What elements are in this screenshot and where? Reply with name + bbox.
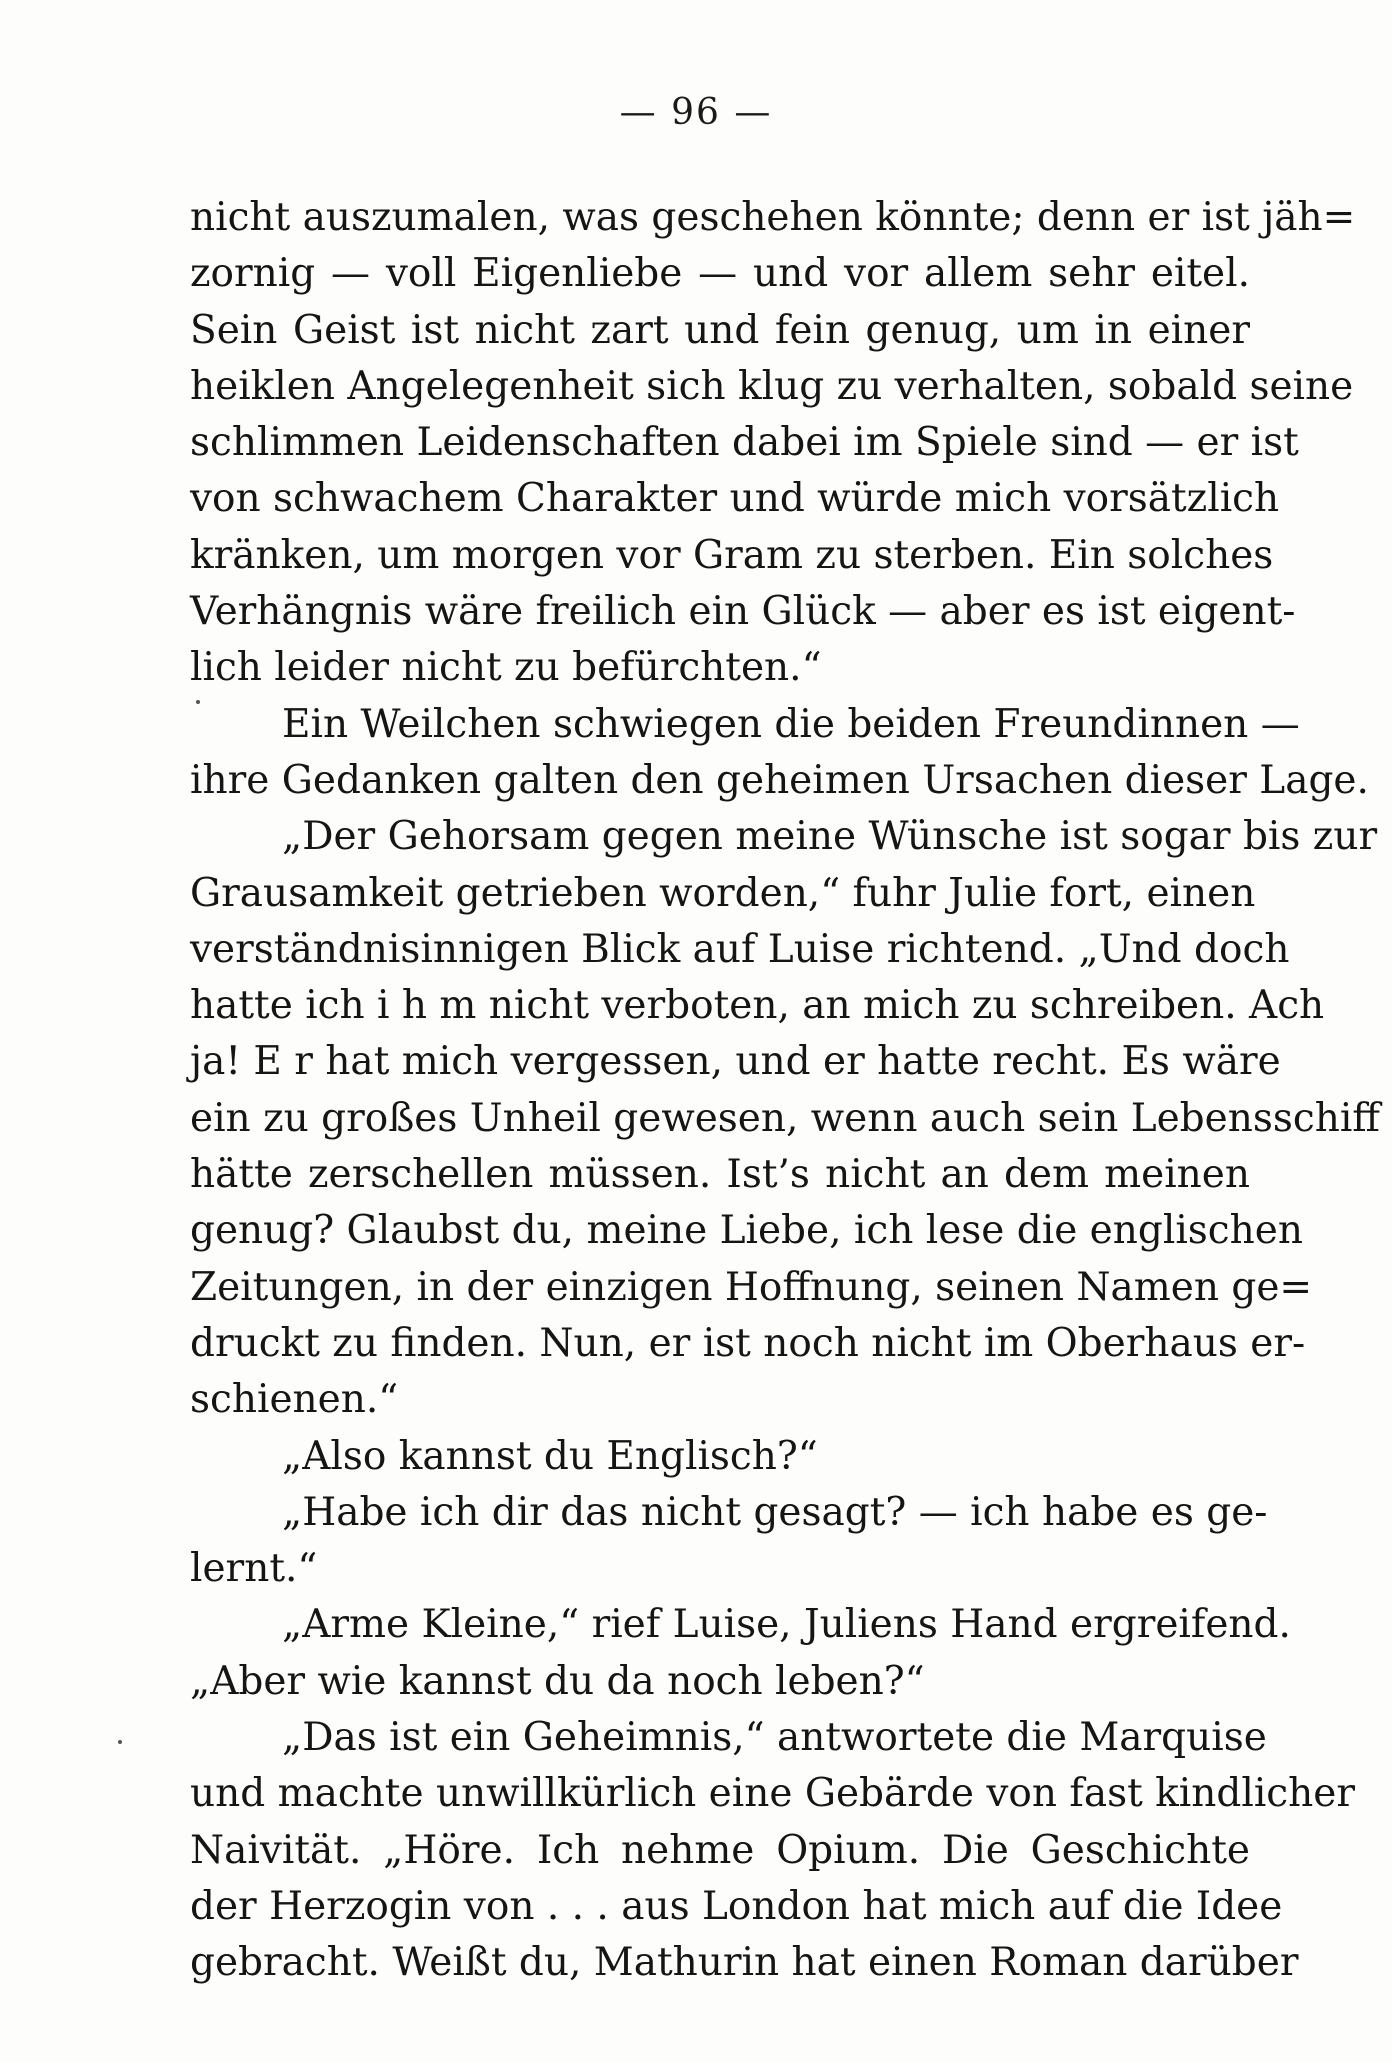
text-line: druckt zu finden. Nun, er ist noch nicht im Oberhaus er-	[190, 1320, 1306, 1366]
text-line: Sein Geist ist nicht zart und fein genug, um in einer	[190, 307, 1250, 353]
text-line: von schwachem Charakter und würde mich vorsätzlich	[190, 476, 1280, 522]
text-line: „Der Gehorsam gegen meine Wünsche ist sogar bis zur	[282, 814, 1378, 860]
text-line: Zeitungen, in der einzigen Hoffnung, seinen Namen ge=	[190, 1264, 1313, 1310]
text-line: Naivität. „Höre. Ich nehme Opium. Die Geschichte	[190, 1827, 1250, 1873]
text-line: ja! E r hat mich vergessen, und er hatte recht. Es wäre	[190, 1039, 1281, 1085]
text-line: Grausamkeit getrieben worden,“ fuhr Julie fort, einen	[190, 870, 1256, 916]
text-line: „Arme Kleine,“ rief Luise, Juliens Hand ergreifend.	[282, 1602, 1291, 1648]
text-line: kränken, um morgen vor Gram zu sterben. Ein solches	[190, 532, 1274, 578]
text-line: Ein Weilchen schwiegen die beiden Freundinnen —	[282, 701, 1300, 747]
text-line: ihre Gedanken galten den geheimen Ursachen dieser Lage.	[190, 757, 1369, 803]
text-line: hätte zerschellen müssen. Ist’s nicht an dem meinen	[190, 1152, 1250, 1198]
text-line: schlimmen Leidenschaften dabei im Spiele sind — er ist	[190, 420, 1299, 466]
scan-speck	[196, 700, 200, 704]
text-line: heiklen Angelegenheit sich klug zu verhalten, sobald seine	[190, 363, 1354, 409]
text-line: nicht auszumalen, was geschehen könnte; denn er ist jäh=	[190, 195, 1356, 240]
text-line: lich leider nicht zu befürchten.“	[190, 645, 822, 691]
text-line: „Also kannst du Englisch?“	[282, 1433, 818, 1479]
text-line: verständnisinnigen Blick auf Luise richtend. „Und doch	[190, 926, 1290, 972]
text-line: „Aber wie kannst du da noch leben?“	[190, 1658, 925, 1704]
text-line: „Das ist ein Geheimnis,“ antwortete die Marquise	[282, 1715, 1267, 1761]
text-line: gebracht. Weißt du, Mathurin hat einen Roman darüber	[190, 1940, 1299, 1986]
text-line: und machte unwillkürlich eine Gebärde von fast kindlicher	[190, 1771, 1355, 1817]
scan-speck	[118, 1740, 122, 1744]
body-text	[190, 190, 1381, 1992]
text-line: schienen.“	[190, 1377, 399, 1423]
text-line: genug? Glaubst du, meine Liebe, ich lese die englischen	[190, 1208, 1303, 1254]
page-number: — 96 —	[619, 92, 773, 133]
text-line: Verhängnis wäre freilich ein Glück — aber es ist eigent-	[190, 589, 1296, 635]
text-line: zornig — voll Eigenliebe — und vor allem sehr eitel.	[190, 251, 1250, 297]
text-line: der Herzogin von . . . aus London hat mich auf die Idee	[190, 1883, 1283, 1929]
text-line: „Habe ich dir das nicht gesagt? — ich habe es ge-	[282, 1489, 1268, 1535]
text-line: hatte ich i h m nicht verboten, an mich zu schreiben. Ach	[190, 983, 1325, 1029]
text-line: ein zu großes Unheil gewesen, wenn auch sein Lebensschiff	[190, 1095, 1381, 1141]
text-line: lernt.“	[190, 1546, 318, 1592]
